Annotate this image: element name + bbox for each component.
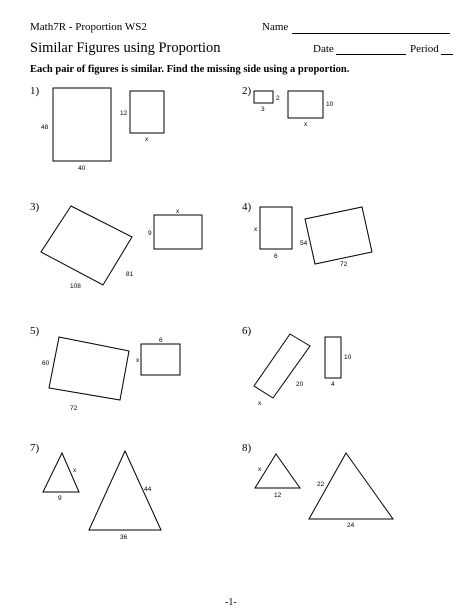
side-label: 20 [296,381,304,388]
side-label: 72 [70,405,78,412]
problem-number: 5) [30,325,40,337]
instructions: Each pair of figures is similar. Find the missing side using a proportion. [30,64,350,75]
rectangle-rotated [41,206,132,285]
side-label: 72 [340,261,348,268]
problem-number: 3) [30,201,40,213]
rectangle-small [325,337,341,378]
side-label: 2 [276,95,280,102]
side-label: x [304,121,308,128]
side-label: x [145,136,149,143]
rectangle-small [260,207,292,249]
problem-3 [30,201,202,290]
problem-2 [242,85,334,128]
side-label: 40 [78,165,86,172]
rectangle-rotated [305,207,372,264]
side-label: 24 [347,522,355,529]
side-label: 9 [148,230,152,237]
rectangle-small [130,91,164,133]
side-label: 4 [331,381,335,388]
side-label: x [254,226,258,233]
problem-number: 7) [30,442,40,454]
side-label: 3 [261,106,265,113]
side-label: 54 [300,240,308,247]
problem-number: 8) [242,442,252,454]
problem-6 [242,325,352,407]
triangle-small [255,454,300,488]
side-label: x [136,357,140,364]
side-label: x [258,400,262,407]
side-label: 108 [70,283,81,290]
side-label: 22 [317,481,325,488]
side-label: 9 [58,495,62,502]
date-label: Date [313,43,334,55]
side-label: 48 [41,124,49,131]
problem-number: 1) [30,85,40,97]
problem-number: 4) [242,201,252,213]
side-label: 12 [120,110,128,117]
side-label: 60 [42,360,50,367]
side-label: x [176,208,180,215]
rectangle-rotated [254,334,310,398]
problem-8 [242,442,393,529]
side-label: 36 [120,534,128,541]
problem-number: 6) [242,325,252,337]
rectangle-large [53,88,111,161]
rectangle-small [154,215,202,249]
side-label: 12 [274,492,282,499]
problem-7 [30,442,161,541]
period-label: Period [410,43,439,55]
side-label: 10 [344,354,352,361]
rectangle-small [254,91,273,103]
problem-4 [242,201,372,268]
side-label: x [258,466,262,473]
page-number: -1- [225,597,237,608]
side-label: 6 [274,253,278,260]
course-title: Math7R - Proportion WS2 [30,21,147,33]
rectangle-rotated [49,337,129,400]
rectangle-small [141,344,180,375]
rectangle-large [288,91,323,118]
side-label: 10 [326,101,334,108]
side-label: x [73,467,77,474]
side-label: 44 [144,486,152,493]
problem-number: 2) [242,85,252,97]
worksheet-title: Similar Figures using Proportion [30,40,221,56]
problem-5 [30,325,180,412]
name-label: Name [262,21,289,33]
side-label: 6 [159,337,163,344]
side-label: 81 [126,271,134,278]
problem-1 [30,85,164,172]
